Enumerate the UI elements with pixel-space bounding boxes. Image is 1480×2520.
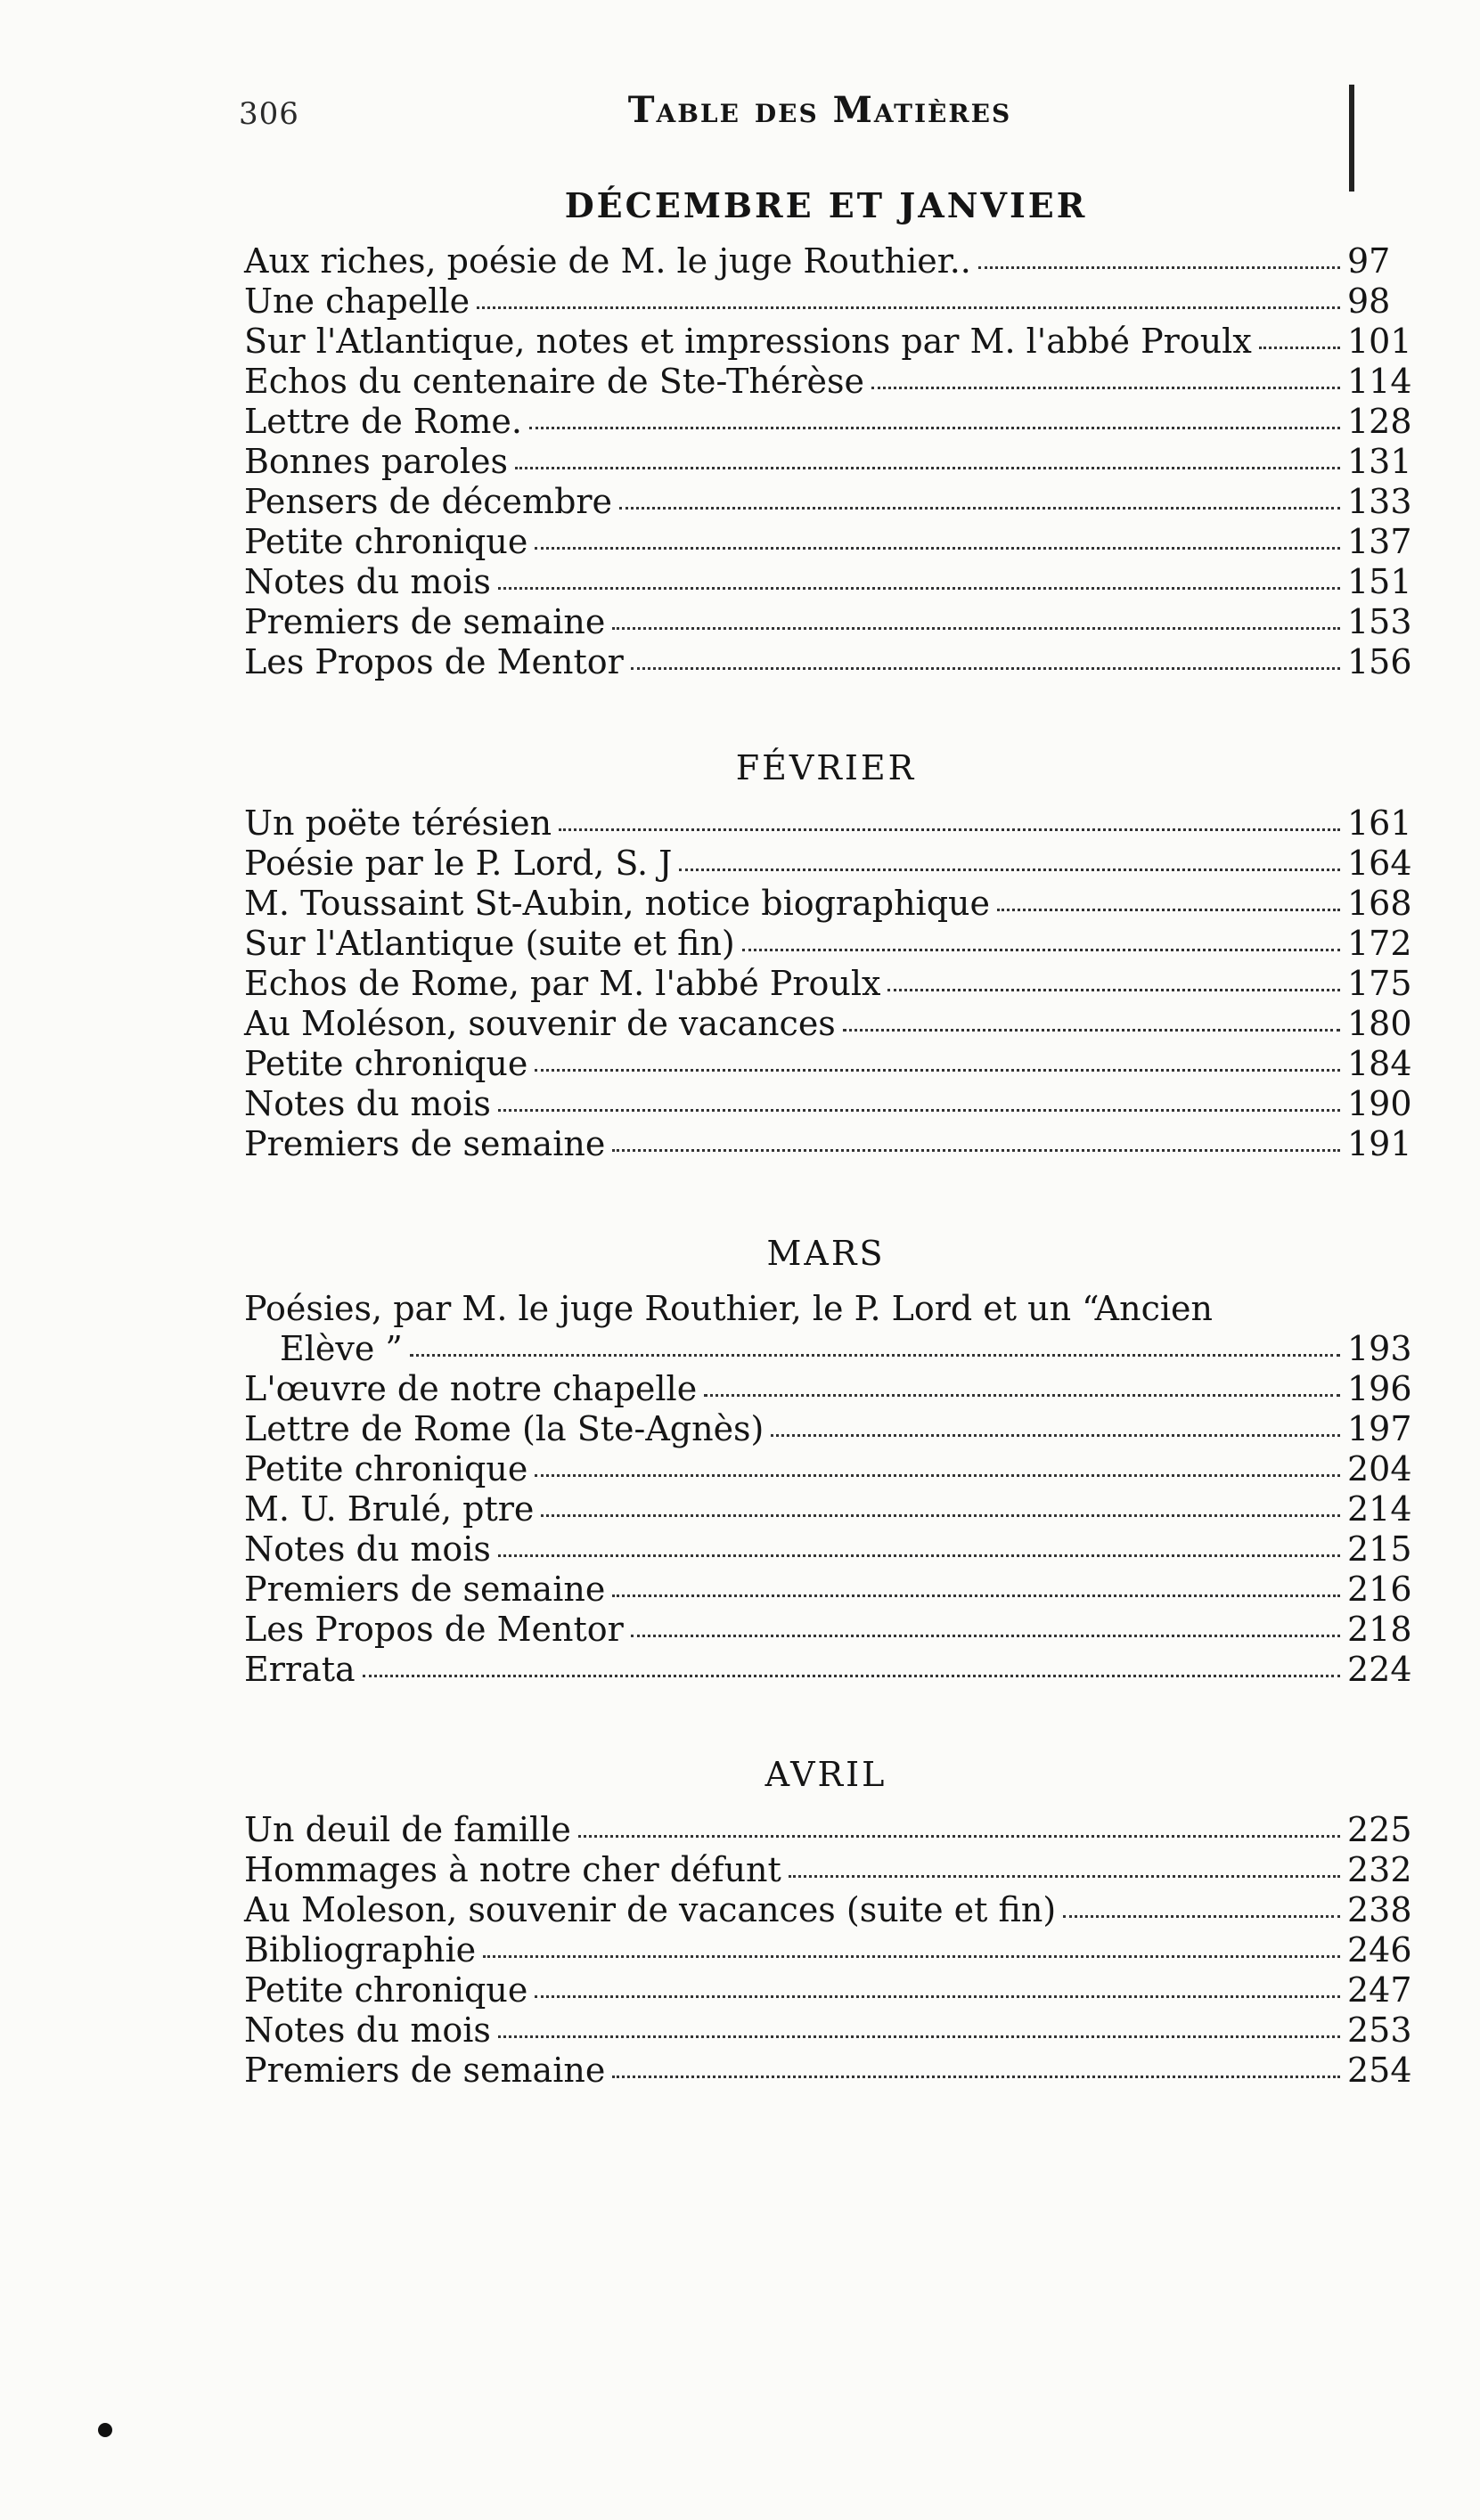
dot-leader [631,667,1340,670]
entry-page: 175 [1347,964,1412,1003]
dot-leader [559,828,1340,831]
entry-page: 114 [1347,362,1412,401]
entry-title: Bonnes paroles [244,442,508,481]
dot-leader [498,1109,1340,1112]
section-title: FÉVRIER [735,748,917,787]
entry-page: 164 [1347,844,1412,883]
entry-page: 156 [1347,642,1412,681]
dot-leader [997,909,1340,911]
entry-page: 214 [1347,1489,1412,1529]
entry-page: 97 [1347,241,1391,281]
entry-page: 238 [1347,1890,1412,1929]
toc-entry [244,362,1412,402]
section-decembre-janvier [244,185,1412,682]
entry-page: 232 [1347,1850,1412,1889]
toc-entry [244,482,1412,522]
entry-page: 224 [1347,1650,1412,1689]
toc-list [244,1289,1412,1690]
entry-title: Poésie par le P. Lord, S. J [244,844,673,883]
entry-page: 161 [1347,803,1412,843]
entry-page: 128 [1347,402,1412,441]
section-avril [244,1755,1412,2091]
toc-entry [244,1004,1412,1044]
entry-title: Poésies, par M. le juge Routhier, le P. Lord et un “Ancien [244,1289,1213,1328]
dot-leader [515,467,1340,469]
entry-title: Un poëte térésien [244,803,552,843]
entry-title: Aux riches, poésie de M. le juge Routhier.. [244,241,971,281]
dot-leader [612,2076,1340,2078]
entry-page: 151 [1347,562,1412,601]
toc-entry [244,241,1408,281]
dot-leader [535,1069,1340,1072]
dot-leader [410,1354,1340,1357]
toc-entry [244,442,1412,482]
dot-leader [477,306,1340,309]
toc-entry [244,964,1412,1004]
toc-entry [244,322,1412,362]
toc-entry [244,884,1412,924]
dot-leader [535,1474,1340,1477]
dot-leader [789,1875,1340,1878]
entry-page: 196 [1347,1369,1412,1408]
dot-leader [679,869,1340,871]
entry-title: Errata [244,1650,356,1689]
dot-leader [363,1675,1340,1677]
entry-title: Sur l'Atlantique (suite et fin) [244,924,735,963]
entry-page: 101 [1347,322,1412,361]
dot-leader [631,1635,1340,1637]
toc-entry [244,1289,1408,1329]
dot-leader [535,547,1340,550]
entry-title: M. Toussaint St-Aubin, notice biographique [244,884,990,923]
toc-entry [244,1610,1412,1650]
dot-leader [1063,1915,1340,1918]
dot-leader [619,507,1340,510]
entry-title: Notes du mois [244,1529,491,1569]
toc-entry [244,1570,1412,1610]
entry-title: Petite chronique [244,522,528,561]
entry-page: 133 [1347,482,1412,521]
entry-title: Notes du mois [244,2010,491,2050]
entry-page: 247 [1347,1970,1412,2010]
entry-page: 168 [1347,884,1412,923]
entry-page: 172 [1347,924,1412,963]
section-title: MARS [766,1234,886,1273]
toc-entry [244,1449,1412,1489]
toc-entry [244,562,1412,602]
entry-title: Petite chronique [244,1044,528,1083]
dot-leader [704,1394,1340,1397]
entry-title: Lettre de Rome. [244,402,522,441]
entry-page: 216 [1347,1570,1412,1609]
toc-entry [244,1489,1412,1529]
dot-leader [498,2035,1340,2038]
entry-page: 253 [1347,2010,1412,2050]
entry-title: Au Moleson, souvenir de vacances (suite et fin) [244,1890,1057,1929]
toc-entry [244,1124,1412,1164]
dot-leader [843,1029,1340,1032]
toc-entry [244,1529,1412,1570]
entry-page: 197 [1347,1409,1412,1448]
dot-leader [529,427,1340,429]
dot-leader [483,1955,1340,1958]
entry-title: Une chapelle [244,281,470,321]
toc-entry [244,1970,1412,2010]
dot-leader [887,989,1340,991]
entry-page: 193 [1347,1329,1412,1368]
section-title: DÉCEMBRE ET JANVIER [564,185,1088,225]
toc-list [244,1810,1412,2091]
toc-entry [244,1850,1412,1890]
entry-page: 137 [1347,522,1412,561]
toc-list [244,803,1412,1164]
entry-title: Hommages à notre cher défunt [244,1850,781,1889]
entry-page: 131 [1347,442,1412,481]
entry-title: Petite chronique [244,1449,528,1488]
toc-entry [244,2051,1412,2091]
entry-page: 225 [1347,1810,1412,1849]
entry-page: 254 [1347,2051,1412,2090]
entry-page: 191 [1347,1124,1412,1163]
entry-title: Bibliographie [244,1930,477,1970]
entry-page: 204 [1347,1449,1412,1488]
entry-page: 190 [1347,1084,1412,1123]
toc-entry [244,1810,1412,1850]
toc-entry [244,1650,1412,1690]
entry-title: Lettre de Rome (la Ste-Agnès) [244,1409,765,1448]
dot-leader [535,1995,1340,1998]
entry-title: Notes du mois [244,1084,491,1123]
section-fevrier [244,748,1412,1164]
dot-leader [498,1554,1340,1557]
stray-ink-dot [98,2423,112,2437]
entry-title: Premiers de semaine [244,602,606,641]
toc-list [244,241,1412,682]
entry-page: 215 [1347,1529,1412,1569]
toc-entry [244,924,1412,964]
toc-entry [244,522,1412,562]
entry-title: Premiers de semaine [244,2051,606,2090]
entry-title: Premiers de semaine [244,1570,606,1609]
entry-title: Les Propos de Mentor [244,1610,624,1649]
entry-title: L'œuvre de notre chapelle [244,1369,698,1408]
entry-title: Au Moléson, souvenir de vacances [244,1004,836,1043]
toc-entry [244,803,1412,844]
section-mars [244,1234,1412,1690]
toc-entry-continuation [244,1329,1412,1369]
entry-title: Echos du centenaire de Ste-Thérèse [244,362,864,401]
entry-page: 153 [1347,602,1412,641]
entry-title: Pensers de décembre [244,482,613,521]
entry-title: M. U. Brulé, ptre [244,1489,535,1529]
entry-title-continuation: Elève ” [280,1329,403,1368]
toc-entry [244,844,1412,884]
entry-title: Notes du mois [244,562,491,601]
entry-page: 184 [1347,1044,1412,1083]
dot-leader [978,266,1340,269]
entry-title: Echos de Rome, par M. l'abbé Proulx [244,964,881,1003]
toc-entry [244,1084,1412,1124]
toc-entry [244,602,1412,642]
entry-title: Un deuil de famille [244,1810,571,1849]
page-header [0,89,1480,143]
dot-leader [871,387,1340,389]
entry-title: Petite chronique [244,1970,528,2010]
toc-entry [244,1890,1412,1930]
entry-page: 218 [1347,1610,1412,1649]
dot-leader [612,1594,1340,1597]
dot-leader [578,1835,1340,1838]
running-title: Table des Matières [627,89,1012,131]
entry-page: 246 [1347,1930,1412,1970]
entry-title: Premiers de semaine [244,1124,606,1163]
toc-entry [244,402,1412,442]
entry-page: 180 [1347,1004,1412,1043]
toc-entry [244,2010,1412,2051]
toc-entry [244,642,1412,682]
entry-page: 98 [1347,281,1391,321]
toc-entry [244,1044,1412,1084]
dot-leader [1259,347,1340,349]
page-number: 306 [239,96,299,132]
entry-title: Sur l'Atlantique, notes et impressions par M. l'abbé Proulx [244,322,1252,361]
margin-mark [1349,85,1354,192]
toc-entry [244,281,1408,322]
toc-entry [244,1930,1412,1970]
dot-leader [612,1149,1340,1152]
dot-leader [742,949,1340,951]
toc-entry [244,1409,1412,1449]
dot-leader [771,1434,1340,1437]
entry-title: Les Propos de Mentor [244,642,624,681]
dot-leader [541,1514,1340,1517]
dot-leader [498,587,1340,590]
dot-leader [612,627,1340,630]
section-title: AVRIL [765,1755,887,1794]
toc-entry [244,1369,1412,1409]
